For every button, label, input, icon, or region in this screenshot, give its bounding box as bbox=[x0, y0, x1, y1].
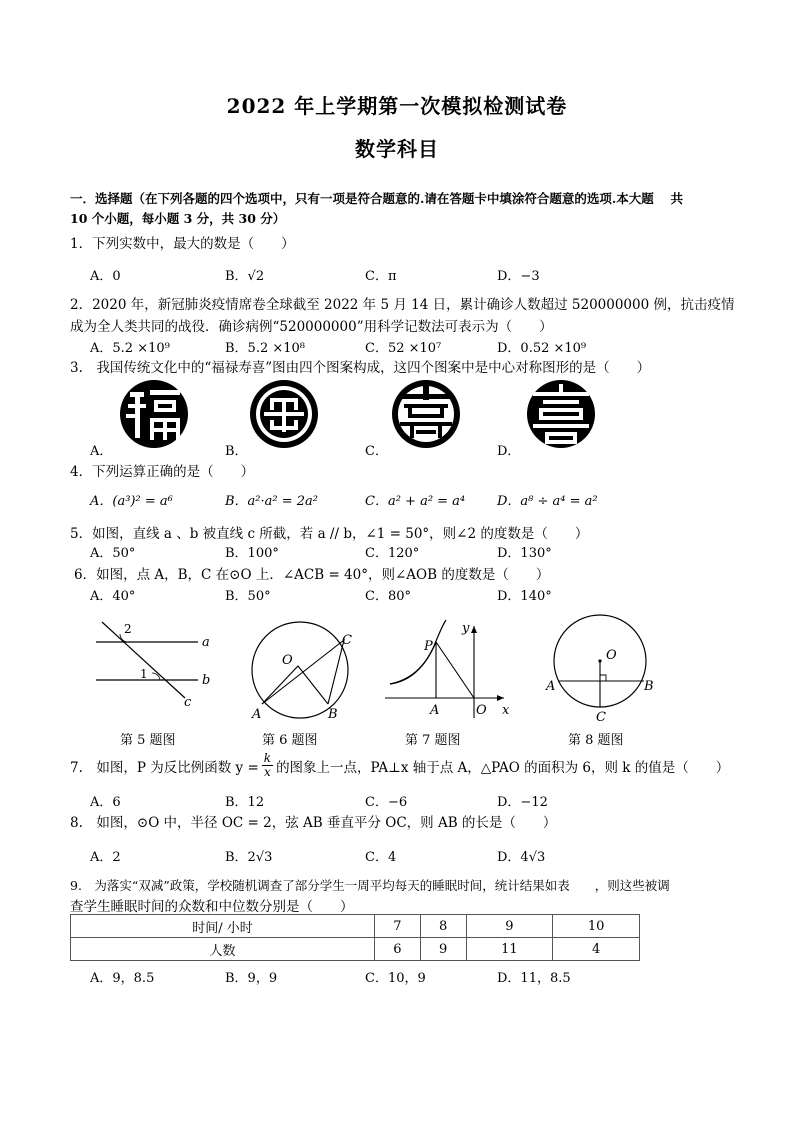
q7-stem-post: 的图象上一点，PA⊥x 轴于点 A，△PAO 的面积为 6，则 k 的值是（ ） bbox=[276, 759, 730, 776]
q2-option-a: A．5.2 ×10⁹ bbox=[90, 341, 170, 356]
table-header-cell: 10 bbox=[553, 915, 640, 938]
fig8-a-label: A bbox=[546, 679, 556, 694]
table-row bbox=[71, 938, 640, 961]
table-cell: 6 bbox=[374, 938, 420, 961]
q7-option-c: C．−6 bbox=[365, 795, 408, 810]
q7-fraction-numerator: k bbox=[263, 751, 272, 765]
q7-stem bbox=[70, 752, 729, 779]
q4-option-c: C．a² + a² = a⁴ bbox=[365, 494, 466, 509]
q4-option-d: D．a⁸ ÷ a⁴ = a² bbox=[497, 494, 598, 509]
figure-7-inverse-function bbox=[380, 618, 515, 722]
table-header-cell: 9 bbox=[466, 915, 553, 938]
q5-stem: 5．如图，直线 a 、b 被直线 c 所截，若 a // b，∠1 = 50°，则∠2 的度数是（ ） bbox=[70, 526, 589, 542]
table-cell: 9 bbox=[420, 938, 466, 961]
q2-stem-line1: 2．2020 年，新冠肺炎疫情席卷全球截至 2022 年 5 月 14 日，累计确诊人数超过 520000000 例，抗击疫情 bbox=[70, 297, 735, 313]
q8-option-d: D．4√3 bbox=[497, 850, 546, 865]
figure-6-caption: 第 6 题图 bbox=[262, 733, 318, 748]
table-cell: 11 bbox=[466, 938, 553, 961]
fig7-x-label: x bbox=[502, 703, 510, 718]
q9-stem-line1: 9. 为落实“双减”政策，学校随机调查了部分学生一周平均每天的睡眠时间，统计结果如表 ，则这些被调 bbox=[70, 878, 670, 893]
xi-symbol-icon bbox=[525, 378, 597, 450]
q6-option-d: D．140° bbox=[497, 589, 552, 604]
q5-option-d: D．130° bbox=[497, 546, 552, 561]
q3-option-b: B． bbox=[225, 444, 248, 459]
exam-title: 2022 年上学期第一次模拟检测试卷 bbox=[226, 94, 568, 118]
fig8-c-label: C bbox=[596, 710, 606, 725]
q9-option-c: C．10，9 bbox=[365, 971, 426, 986]
q2-option-c: C．52 ×10⁷ bbox=[365, 341, 442, 356]
q2-option-b: B．5.2 ×10⁸ bbox=[225, 341, 306, 356]
q7-fraction-denominator: x bbox=[264, 765, 271, 779]
q7-option-a: A．6 bbox=[90, 795, 121, 810]
fig7-o-label: O bbox=[476, 703, 487, 718]
q8-option-b: B．2√3 bbox=[225, 850, 273, 865]
q2-stem-line2: 成为全人类共同的战役．确诊病例“520000000”用科学记数法可表示为（ ） bbox=[70, 319, 553, 335]
q3-option-c: C． bbox=[365, 444, 388, 459]
table-cell: 人数 bbox=[71, 938, 375, 961]
lu-symbol-icon bbox=[248, 378, 320, 450]
q4-stem: 4．下列运算正确的是（ ） bbox=[70, 464, 255, 480]
sleep-time-table bbox=[70, 914, 640, 961]
q6-stem: 6．如图，点 A，B，C 在⊙O 上．∠ACB = 40°，则∠AOB 的度数是（ ） bbox=[74, 567, 550, 583]
section-heading-line1: 一．选择题（在下列各题的四个选项中，只有一项是符合题意的.请在答题卡中填涂符合题意的选项.本大题 共 bbox=[70, 191, 684, 206]
q7-fraction bbox=[262, 752, 273, 779]
q3-option-a: A． bbox=[90, 444, 113, 459]
table-header-cell: 7 bbox=[374, 915, 420, 938]
q2-option-d: D．0.52 ×10⁹ bbox=[497, 341, 587, 356]
exam-subtitle: 数学科目 bbox=[355, 137, 439, 161]
fig8-b-label: B bbox=[644, 679, 654, 694]
q3-option-d: D． bbox=[497, 444, 521, 459]
fig7-p-label: P bbox=[424, 639, 433, 654]
table-cell: 4 bbox=[553, 938, 640, 961]
fig6-b-label: B bbox=[328, 707, 338, 722]
fig6-a-label: A bbox=[252, 707, 262, 722]
q4-option-b: B．a²·a² = 2a² bbox=[225, 494, 318, 509]
q8-stem: 8. 如图，⊙O 中，半径 OC = 2，弦 AB 垂直平分 OC，则 AB 的长是（ ） bbox=[70, 815, 557, 831]
fig5-a-label: a bbox=[202, 635, 210, 650]
table-row bbox=[71, 915, 640, 938]
fig8-o-label: O bbox=[606, 648, 617, 663]
q7-option-d: D．−12 bbox=[497, 795, 548, 810]
fig7-a-label: A bbox=[430, 703, 440, 718]
q1-stem: 1．下列实数中，最大的数是（ ） bbox=[70, 236, 295, 252]
q1-option-b: B．√2 bbox=[225, 269, 265, 284]
q9-option-b: B．9，9 bbox=[225, 971, 278, 986]
q6-option-c: C．80° bbox=[365, 589, 411, 604]
q7-stem-pre: 7. 如图，P 为反比例函数 y = bbox=[70, 759, 259, 776]
q1-option-c: C．π bbox=[365, 269, 397, 284]
fu-symbol-icon bbox=[118, 378, 190, 450]
q5-option-a: A．50° bbox=[90, 546, 136, 561]
q5-option-c: C．120° bbox=[365, 546, 420, 561]
section-heading-line2: 10 个小题，每小题 3 分，共 30 分） bbox=[70, 211, 286, 226]
q9-stem-line2: 查学生睡眠时间的众数和中位数分别是（ ） bbox=[70, 899, 354, 915]
table-header-cell: 时间/ 小时 bbox=[71, 915, 375, 938]
table-header-cell: 8 bbox=[420, 915, 466, 938]
figure-5-caption: 第 5 题图 bbox=[120, 733, 176, 748]
fig5-angle1-label: 1 bbox=[140, 667, 148, 681]
q9-option-d: D．11，8.5 bbox=[497, 971, 571, 986]
fig5-angle2-label: 2 bbox=[124, 622, 132, 636]
fig5-b-label: b bbox=[202, 673, 211, 688]
figure-7-caption: 第 7 题图 bbox=[405, 733, 461, 748]
q9-option-a: A．9，8.5 bbox=[90, 971, 155, 986]
q6-option-a: A．40° bbox=[90, 589, 136, 604]
shou-symbol-icon bbox=[390, 378, 462, 450]
fig6-c-label: C bbox=[342, 633, 352, 648]
fig5-c-label: c bbox=[184, 695, 192, 710]
fig7-y-label: y bbox=[462, 621, 470, 636]
fig6-o-label: O bbox=[282, 653, 293, 668]
figure-8-caption: 第 8 题图 bbox=[568, 733, 624, 748]
q8-option-c: C．4 bbox=[365, 850, 397, 865]
q7-option-b: B．12 bbox=[225, 795, 265, 810]
q5-option-b: B．100° bbox=[225, 546, 279, 561]
figure-5-parallel-lines bbox=[90, 620, 220, 710]
q4-option-a: A．(a³)² = a⁶ bbox=[90, 494, 173, 509]
q1-option-d: D．−3 bbox=[497, 269, 540, 284]
figure-6-circle-angles bbox=[238, 618, 368, 722]
q1-option-a: A．0 bbox=[90, 269, 121, 284]
q8-option-a: A．2 bbox=[90, 850, 121, 865]
q3-stem: 3. 我国传统文化中的“福禄寿喜”图由四个图案构成，这四个图案中是中心对称图形的是（ ） bbox=[70, 360, 651, 376]
figure-8-chord-circle bbox=[540, 605, 665, 725]
q6-option-b: B．50° bbox=[225, 589, 271, 604]
